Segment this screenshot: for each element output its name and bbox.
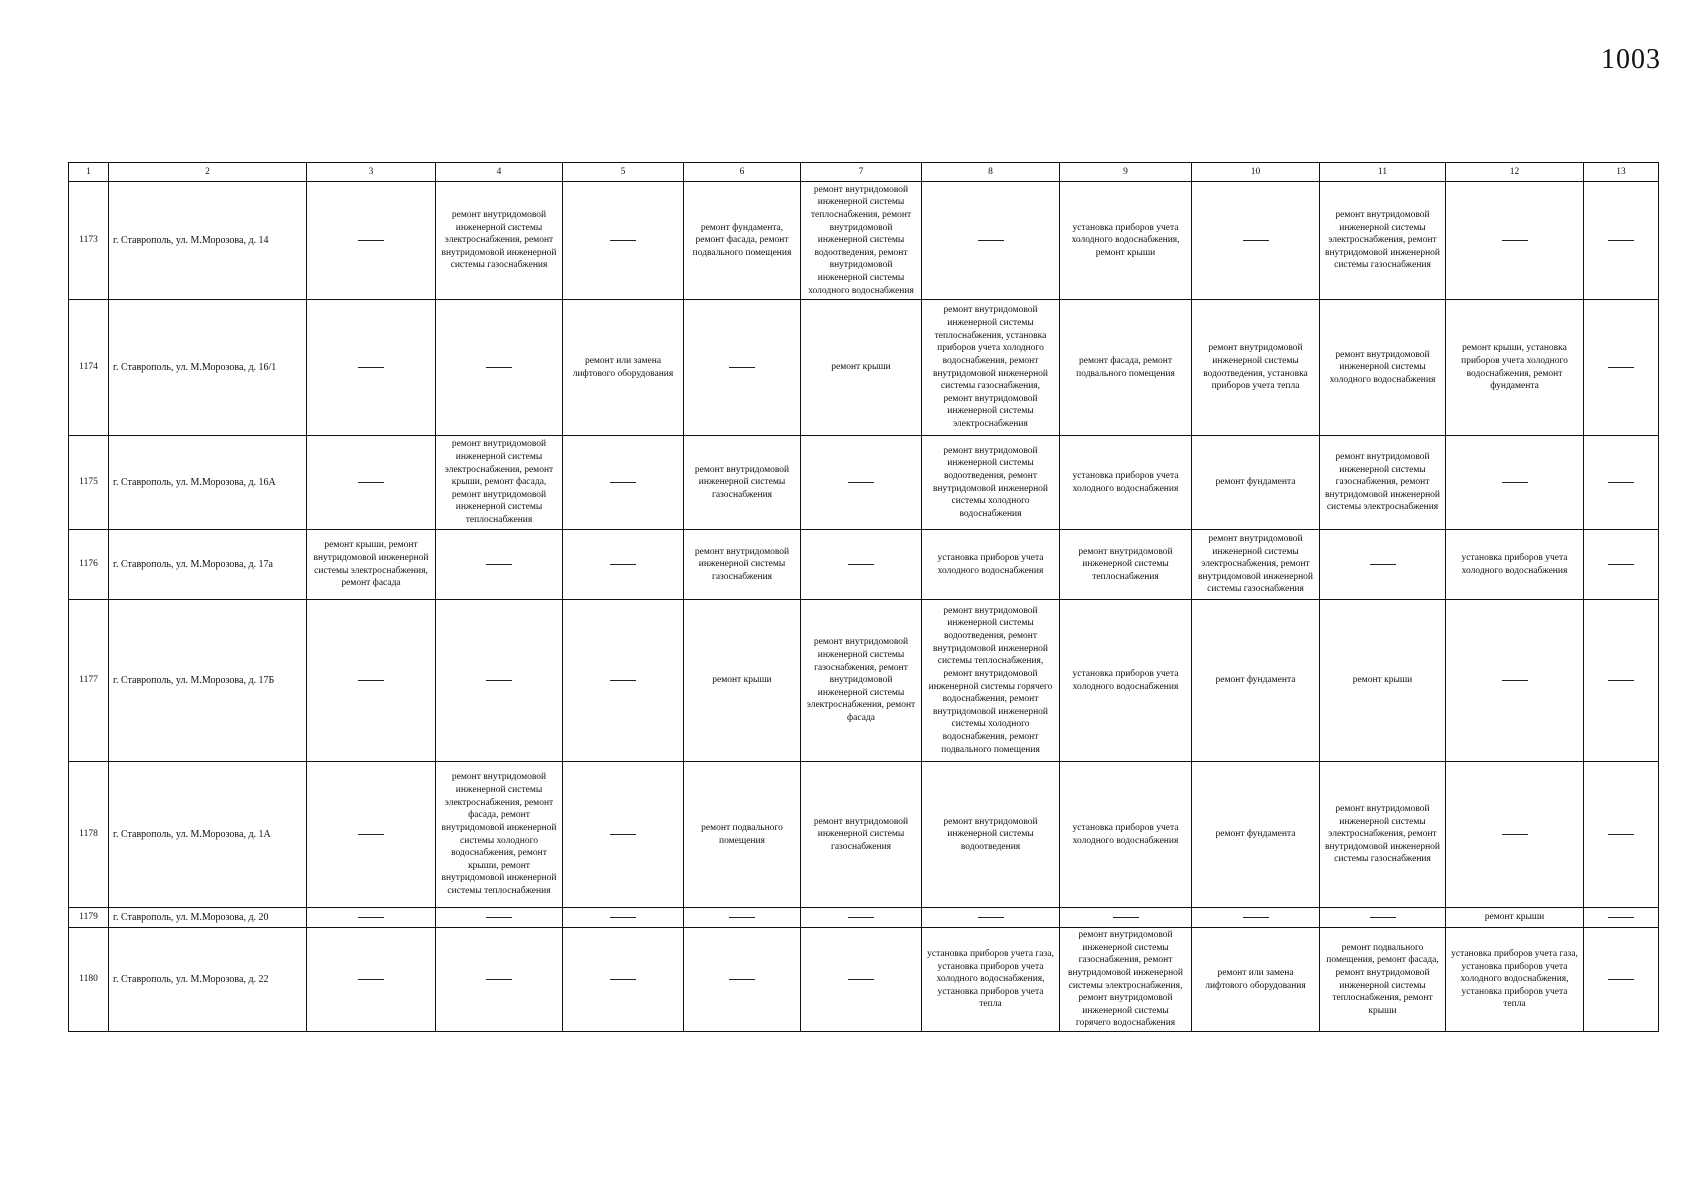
empty-cell	[563, 182, 684, 300]
empty-cell	[922, 182, 1060, 300]
dash-mark	[1370, 564, 1396, 565]
table-row	[69, 600, 1659, 762]
dash-mark	[358, 979, 384, 980]
empty-cell	[307, 928, 436, 1032]
address-cell: г. Ставрополь, ул. М.Морозова, д. 17Б	[109, 600, 307, 762]
work-type-cell: ремонт внутридомовой инженерной системы теплоснабжения, ремонт внутридомовой инженерной системы водоотведения, ремонт внутридомовой инженерной системы холодного водоснабжения	[801, 182, 922, 300]
empty-cell	[307, 908, 436, 928]
empty-cell	[307, 182, 436, 300]
empty-cell	[436, 928, 563, 1032]
page-number: 1003	[1601, 44, 1661, 75]
empty-cell	[684, 928, 801, 1032]
dash-mark	[1608, 979, 1634, 980]
dash-mark	[486, 680, 512, 681]
dash-mark	[729, 367, 755, 368]
address-cell: г. Ставрополь, ул. М.Морозова, д. 22	[109, 928, 307, 1032]
work-type-cell: ремонт крыши	[801, 300, 922, 436]
row-number: 1179	[69, 908, 109, 928]
table-row	[69, 762, 1659, 908]
work-type-cell: ремонт фундамента, ремонт фасада, ремонт подвального помещения	[684, 182, 801, 300]
empty-cell	[1584, 436, 1659, 530]
dash-mark	[358, 834, 384, 835]
work-type-cell: ремонт внутридомовой инженерной системы электроснабжения, ремонт внутридомовой инженерной системы газоснабжения	[1320, 762, 1446, 908]
empty-cell	[1192, 908, 1320, 928]
empty-cell	[1446, 436, 1584, 530]
dash-mark	[1608, 367, 1634, 368]
empty-cell	[307, 600, 436, 762]
empty-cell	[1320, 908, 1446, 928]
dash-mark	[358, 482, 384, 483]
work-type-cell: ремонт внутридомовой инженерной системы теплоснабжения, установка приборов учета холодного водоснабжения, ремонт внутридомовой инженерной системы газоснабжения, ремонт внутридомовой инженерной системы электроснабжения	[922, 300, 1060, 436]
column-number: 13	[1584, 163, 1659, 182]
work-type-cell: установка приборов учета газа, установка приборов учета холодного водоснабжения, установка приборов учета тепла	[1446, 928, 1584, 1032]
row-number: 1173	[69, 182, 109, 300]
dash-mark	[486, 979, 512, 980]
work-type-cell: ремонт внутридомовой инженерной системы электроснабжения, ремонт внутридомовой инженерной системы газоснабжения	[436, 182, 563, 300]
dash-mark	[486, 367, 512, 368]
work-type-cell: ремонт внутридомовой инженерной системы холодного водоснабжения	[1320, 300, 1446, 436]
table-row	[69, 530, 1659, 600]
dash-mark	[610, 979, 636, 980]
dash-mark	[1608, 482, 1634, 483]
work-type-cell: установка приборов учета холодного водоснабжения	[1446, 530, 1584, 600]
work-type-cell: ремонт внутридомовой инженерной системы газоснабжения, ремонт внутридомовой инженерной системы электроснабжения, ремонт фасада	[801, 600, 922, 762]
empty-cell	[307, 300, 436, 436]
work-type-cell: ремонт крыши	[684, 600, 801, 762]
column-number: 6	[684, 163, 801, 182]
empty-cell	[684, 908, 801, 928]
empty-cell	[1584, 182, 1659, 300]
empty-cell	[307, 762, 436, 908]
dash-mark	[358, 367, 384, 368]
dash-mark	[1502, 240, 1528, 241]
empty-cell	[684, 300, 801, 436]
table-row	[69, 300, 1659, 436]
dash-mark	[848, 482, 874, 483]
dash-mark	[1243, 917, 1269, 918]
empty-cell	[1584, 908, 1659, 928]
dash-mark	[848, 979, 874, 980]
address-cell: г. Ставрополь, ул. М.Морозова, д. 20	[109, 908, 307, 928]
empty-cell	[1584, 530, 1659, 600]
work-type-cell: ремонт внутридомовой инженерной системы водоотведения	[922, 762, 1060, 908]
work-type-cell: установка приборов учета газа, установка приборов учета холодного водоснабжения, установка приборов учета тепла	[922, 928, 1060, 1032]
dash-mark	[1608, 834, 1634, 835]
empty-cell	[1446, 182, 1584, 300]
work-type-cell: ремонт внутридомовой инженерной системы водоотведения, ремонт внутридомовой инженерной системы холодного водоснабжения	[922, 436, 1060, 530]
column-number: 9	[1060, 163, 1192, 182]
column-number: 10	[1192, 163, 1320, 182]
work-type-cell: ремонт внутридомовой инженерной системы электроснабжения, ремонт внутридомовой инженерной системы газоснабжения	[1320, 182, 1446, 300]
work-type-cell: установка приборов учета холодного водоснабжения	[1060, 436, 1192, 530]
table-row	[69, 182, 1659, 300]
empty-cell	[1584, 762, 1659, 908]
dash-mark	[610, 917, 636, 918]
dash-mark	[1608, 917, 1634, 918]
dash-mark	[978, 240, 1004, 241]
work-type-cell: ремонт внутридомовой инженерной системы газоснабжения, ремонт внутридомовой инженерной системы электроснабжения, ремонт внутридомовой инженерной системы горячего водоснабжения	[1060, 928, 1192, 1032]
row-number: 1178	[69, 762, 109, 908]
row-number: 1175	[69, 436, 109, 530]
work-type-cell: ремонт крыши, ремонт внутридомовой инженерной системы электроснабжения, ремонт фасада	[307, 530, 436, 600]
dash-mark	[1608, 564, 1634, 565]
repair-schedule-table	[68, 162, 1659, 1032]
work-type-cell: ремонт внутридомовой инженерной системы газоснабжения	[801, 762, 922, 908]
work-type-cell: ремонт внутридомовой инженерной системы газоснабжения	[684, 436, 801, 530]
work-type-cell: ремонт внутридомовой инженерной системы водоотведения, установка приборов учета тепла	[1192, 300, 1320, 436]
work-type-cell: ремонт подвального помещения, ремонт фасада, ремонт внутридомовой инженерной системы теплоснабжения, ремонт крыши	[1320, 928, 1446, 1032]
empty-cell	[1192, 182, 1320, 300]
dash-mark	[1502, 834, 1528, 835]
work-type-cell: ремонт крыши	[1446, 908, 1584, 928]
empty-cell	[801, 928, 922, 1032]
dash-mark	[358, 917, 384, 918]
empty-cell	[436, 530, 563, 600]
column-number: 11	[1320, 163, 1446, 182]
dash-mark	[729, 979, 755, 980]
dash-mark	[610, 680, 636, 681]
dash-mark	[729, 917, 755, 918]
work-type-cell: ремонт фундамента	[1192, 762, 1320, 908]
work-type-cell: установка приборов учета холодного водоснабжения	[1060, 600, 1192, 762]
empty-cell	[563, 908, 684, 928]
empty-cell	[436, 600, 563, 762]
address-cell: г. Ставрополь, ул. М.Морозова, д. 16А	[109, 436, 307, 530]
dash-mark	[610, 240, 636, 241]
address-cell: г. Ставрополь, ул. М.Морозова, д. 1А	[109, 762, 307, 908]
table-row	[69, 928, 1659, 1032]
work-type-cell: ремонт или замена лифтового оборудования	[563, 300, 684, 436]
work-type-cell: установка приборов учета холодного водоснабжения, ремонт крыши	[1060, 182, 1192, 300]
dash-mark	[486, 917, 512, 918]
row-number: 1180	[69, 928, 109, 1032]
empty-cell	[801, 436, 922, 530]
address-cell: г. Ставрополь, ул. М.Морозова, д. 16/1	[109, 300, 307, 436]
work-type-cell: ремонт фундамента	[1192, 436, 1320, 530]
empty-cell	[1446, 762, 1584, 908]
row-number: 1176	[69, 530, 109, 600]
empty-cell	[436, 300, 563, 436]
work-type-cell: ремонт подвального помещения	[684, 762, 801, 908]
empty-cell	[1584, 928, 1659, 1032]
dash-mark	[978, 917, 1004, 918]
work-type-cell: ремонт внутридомовой инженерной системы газоснабжения	[684, 530, 801, 600]
row-number: 1177	[69, 600, 109, 762]
dash-mark	[1502, 680, 1528, 681]
address-cell: г. Ставрополь, ул. М.Морозова, д. 14	[109, 182, 307, 300]
work-type-cell: ремонт внутридомовой инженерной системы электроснабжения, ремонт крыши, ремонт фасада, ремонт внутридомовой инженерной системы теплоснабжения	[436, 436, 563, 530]
table-row	[69, 908, 1659, 928]
column-number: 2	[109, 163, 307, 182]
work-type-cell: установка приборов учета холодного водоснабжения	[922, 530, 1060, 600]
work-type-cell: ремонт фасада, ремонт подвального помещения	[1060, 300, 1192, 436]
column-number: 7	[801, 163, 922, 182]
empty-cell	[563, 436, 684, 530]
dash-mark	[1243, 240, 1269, 241]
table-row	[69, 436, 1659, 530]
empty-cell	[1060, 908, 1192, 928]
work-type-cell: ремонт крыши	[1320, 600, 1446, 762]
work-type-cell: ремонт внутридомовой инженерной системы водоотведения, ремонт внутридомовой инженерной системы теплоснабжения, ремонт внутридомовой инженерной системы горячего водоснабжения, ремонт внутридомовой инженерной системы холодного водоснабжения, ремонт подвального помещения	[922, 600, 1060, 762]
dash-mark	[610, 482, 636, 483]
empty-cell	[922, 908, 1060, 928]
dash-mark	[610, 564, 636, 565]
work-type-cell: ремонт внутридомовой инженерной системы электроснабжения, ремонт фасада, ремонт внутридомовой инженерной системы холодного водоснабжения, ремонт крыши, ремонт внутридомовой инженерной системы теплоснабжения	[436, 762, 563, 908]
column-number: 8	[922, 163, 1060, 182]
column-number: 3	[307, 163, 436, 182]
column-number: 1	[69, 163, 109, 182]
empty-cell	[1320, 530, 1446, 600]
work-type-cell: ремонт или замена лифтового оборудования	[1192, 928, 1320, 1032]
column-number-row	[69, 163, 1659, 182]
dash-mark	[1608, 240, 1634, 241]
empty-cell	[801, 908, 922, 928]
dash-mark	[1608, 680, 1634, 681]
dash-mark	[1370, 917, 1396, 918]
dash-mark	[1113, 917, 1139, 918]
dash-mark	[358, 680, 384, 681]
dash-mark	[848, 564, 874, 565]
empty-cell	[1446, 600, 1584, 762]
column-number: 12	[1446, 163, 1584, 182]
work-type-cell: ремонт внутридомовой инженерной системы теплоснабжения	[1060, 530, 1192, 600]
work-type-cell: ремонт внутридомовой инженерной системы газоснабжения, ремонт внутридомовой инженерной системы электроснабжения	[1320, 436, 1446, 530]
empty-cell	[1584, 600, 1659, 762]
dash-mark	[486, 564, 512, 565]
address-cell: г. Ставрополь, ул. М.Морозова, д. 17а	[109, 530, 307, 600]
empty-cell	[1584, 300, 1659, 436]
empty-cell	[563, 762, 684, 908]
empty-cell	[436, 908, 563, 928]
empty-cell	[307, 436, 436, 530]
empty-cell	[563, 530, 684, 600]
work-type-cell: ремонт крыши, установка приборов учета холодного водоснабжения, ремонт фундамента	[1446, 300, 1584, 436]
work-type-cell: установка приборов учета холодного водоснабжения	[1060, 762, 1192, 908]
empty-cell	[563, 600, 684, 762]
work-type-cell: ремонт фундамента	[1192, 600, 1320, 762]
empty-cell	[801, 530, 922, 600]
row-number: 1174	[69, 300, 109, 436]
dash-mark	[610, 834, 636, 835]
table-body	[69, 163, 1659, 1032]
dash-mark	[848, 917, 874, 918]
column-number: 5	[563, 163, 684, 182]
work-type-cell: ремонт внутридомовой инженерной системы электроснабжения, ремонт внутридомовой инженерной системы газоснабжения	[1192, 530, 1320, 600]
dash-mark	[1502, 482, 1528, 483]
empty-cell	[563, 928, 684, 1032]
dash-mark	[358, 240, 384, 241]
column-number: 4	[436, 163, 563, 182]
